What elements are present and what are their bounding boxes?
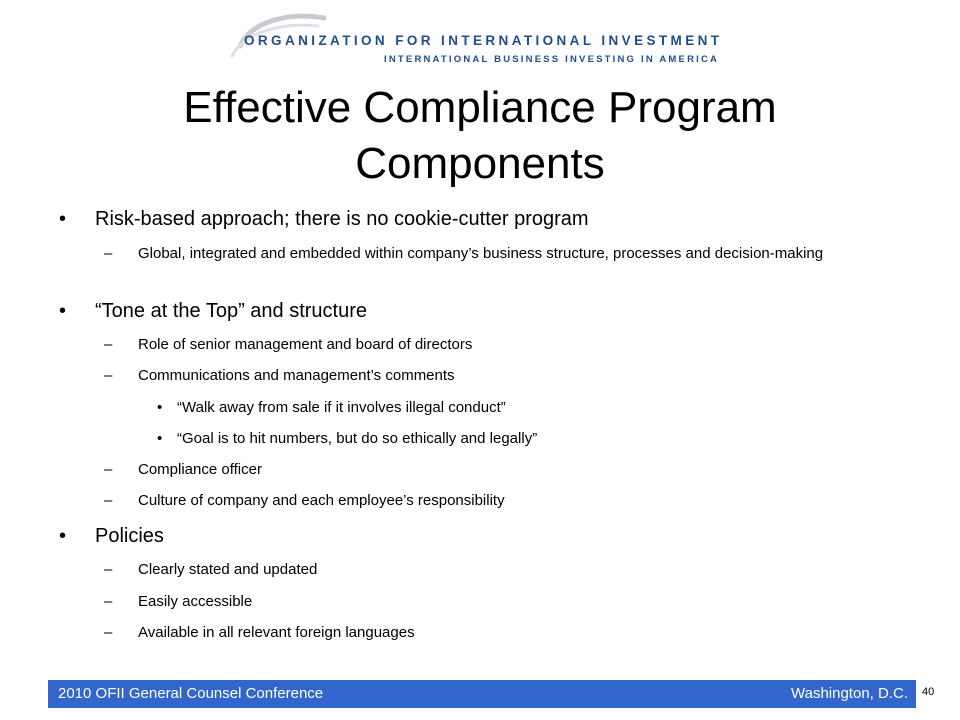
list-item-text: Compliance officer (138, 461, 262, 478)
page-number: 40 (922, 686, 935, 698)
footer-bar (48, 680, 916, 708)
list-item (104, 491, 858, 511)
list-item-text: “Goal is to hit numbers, but do so ethically and legally” (177, 430, 538, 447)
slide-title (90, 80, 870, 192)
title-line-2: Components (355, 139, 605, 188)
list-item-text: Easily accessible (138, 593, 253, 610)
footer-location: Washington, D.C. (791, 685, 908, 702)
bullet-marker: • (59, 525, 67, 547)
list-item-text: Risk-based approach; there is no cookie-cutter program (95, 208, 589, 230)
dash-marker: – (104, 492, 113, 509)
dash-marker: – (104, 561, 113, 578)
footer-conference: 2010 OFII General Counsel Conference (58, 685, 324, 702)
org-tagline: INTERNATIONAL BUSINESS INVESTING IN AMERICA (384, 54, 720, 65)
list-item-text: Clearly stated and updated (138, 561, 318, 578)
dash-marker: – (104, 367, 113, 384)
list-item-text: Global, integrated and embedded within company’s business structure, processes and decision-making (138, 245, 824, 262)
list-item (104, 366, 858, 386)
list-item (157, 398, 506, 418)
list-item (157, 429, 538, 449)
dash-marker: – (104, 245, 113, 262)
list-item (104, 460, 858, 480)
list-item (104, 623, 858, 643)
list-item-text: Role of senior management and board of directors (138, 336, 473, 353)
dash-marker: – (104, 593, 113, 610)
list-item (59, 207, 589, 231)
list-item-text: Culture of company and each employee’s responsibility (138, 492, 505, 509)
bullet-marker: • (157, 430, 163, 447)
list-item (59, 524, 164, 548)
list-item-text: Available in all relevant foreign languages (138, 624, 415, 641)
list-item-text: Policies (95, 525, 164, 547)
bullet-marker: • (157, 399, 163, 416)
list-item-text: “Tone at the Top” and structure (95, 300, 368, 322)
dash-marker: – (104, 461, 113, 478)
list-item-text: “Walk away from sale if it involves illegal conduct” (177, 399, 506, 416)
bullet-marker: • (59, 300, 67, 322)
dash-marker: – (104, 336, 113, 353)
org-name: ORGANIZATION FOR INTERNATIONAL INVESTMENT (244, 33, 723, 48)
list-item-text: Communications and management’s comments (138, 367, 455, 384)
list-item (104, 335, 858, 355)
title-line-1: Effective Compliance Program (183, 83, 777, 132)
list-item (104, 592, 858, 612)
bullet-marker: • (59, 208, 67, 230)
list-item (104, 560, 858, 580)
dash-marker: – (104, 624, 113, 641)
list-item (59, 299, 368, 323)
list-item (104, 244, 858, 264)
